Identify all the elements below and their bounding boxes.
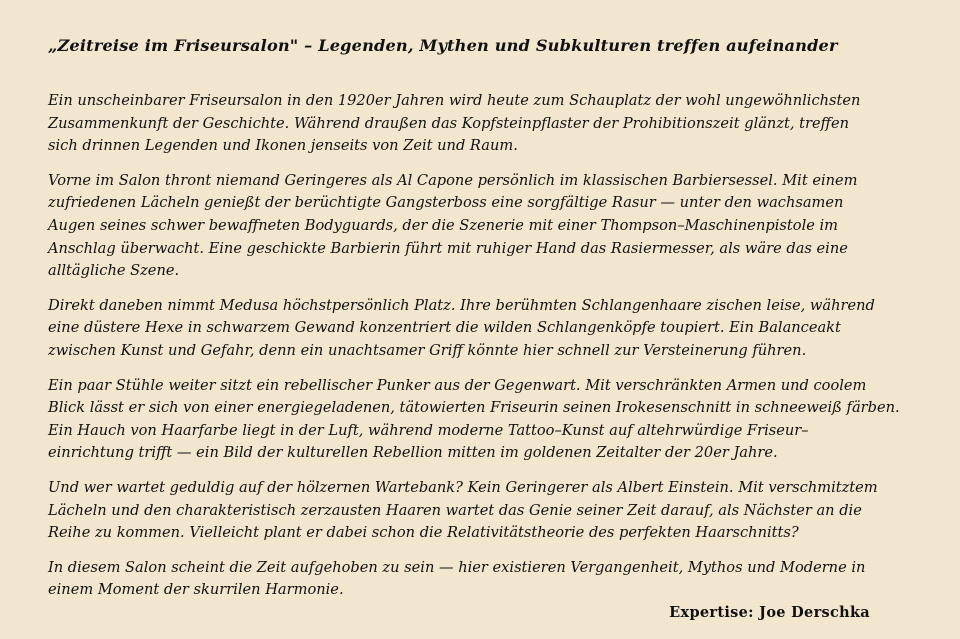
author-signature: Expertise: Joe Derschka (669, 604, 870, 621)
text-line: Augen seines schwer bewaffneten Bodyguards, der die Szenerie mit einer Thompson–Maschinenpistole im (48, 216, 839, 234)
text-line: eine düstere Hexe in schwarzem Gewand konzentriert die wilden Schlangenköpfe toupiert. Ein Balanceakt (48, 319, 841, 337)
text-line: Ein Hauch von Haarfarbe liegt in der Luft, während moderne Tattoo–Kunst auf altehrwürdige Friseur– (48, 421, 809, 439)
paragraph-medusa (48, 295, 926, 363)
paragraph-punker (48, 375, 926, 465)
paragraph-einstein (48, 477, 926, 545)
text-line: einem Moment der skurrilen Harmonie. (48, 581, 344, 599)
text-line: Lächeln und den charakteristisch zerzausten Haaren wartet das Genie seiner Zeit darauf, als Nächster an die (48, 501, 862, 519)
text-line: Ein unscheinbarer Friseursalon in den 1920er Jahren wird heute zum Schauplatz der wohl ungewöhnlichsten (48, 92, 861, 109)
document-title: „Zeitreise im Friseursalon" – Legenden, Mythen und Subkulturen treffen aufeinander (48, 36, 838, 55)
text-line: Vorne im Salon thront niemand Geringeres als Al Capone persönlich im klassischen Barbiersessel. Mit einem (48, 171, 858, 189)
text-line: Blick lässt er sich von einer energiegeladenen, tätowierten Friseurin seinen Irokesenschnitt in schneeweiß färben. (48, 399, 900, 417)
text-line: Reihe zu kommen. Vielleicht plant er dabei schon die Relativitätstheorie des perfekten Haarschnitts? (48, 524, 799, 542)
text-line: zufriedenen Lächeln genießt der berüchtigte Gangsterboss eine sorgfältige Rasur — unter den wachsamen (48, 194, 844, 212)
text-line: zwischen Kunst und Gefahr, denn ein unachtsamer Griff könnte hier schnell zur Versteinerung führen. (48, 341, 807, 359)
text-line: einrichtung trifft — ein Bild der kulturellen Rebellion mitten im goldenen Zeitalter der 20er Jahre. (48, 444, 778, 462)
text-line: Direkt daneben nimmt Medusa höchstpersönlich Platz. Ihre berühmten Schlangenhaare zischen leise, während (48, 296, 875, 314)
paragraph-conclusion (48, 557, 926, 602)
paragraph-intro (48, 90, 926, 158)
text-line: In diesem Salon scheint die Zeit aufgehoben zu sein — hier existieren Vergangenheit, Mythos und Moderne in (48, 558, 866, 576)
document-body (48, 90, 926, 614)
text-line: Anschlag überwacht. Eine geschickte Barbierin führt mit ruhiger Hand das Rasiermesser, als wäre das eine (48, 239, 848, 257)
text-line: alltägliche Szene. (48, 262, 180, 280)
text-line: Ein paar Stühle weiter sitzt ein rebellischer Punker aus der Gegenwart. Mit verschränkten Armen und coolem (48, 376, 867, 394)
text-line: Und wer wartet geduldig auf der hölzernen Wartebank? Kein Geringerer als Albert Einstein. Mit verschmitztem (48, 478, 878, 496)
paragraph-al-capone (48, 170, 926, 283)
text-line: sich drinnen Legenden und Ikonen jenseits von Zeit und Raum. (48, 137, 518, 155)
text-line: Zusammenkunft der Geschichte. Während draußen das Kopfsteinpflaster der Prohibitionszeit glänzt, treffen (48, 114, 850, 132)
